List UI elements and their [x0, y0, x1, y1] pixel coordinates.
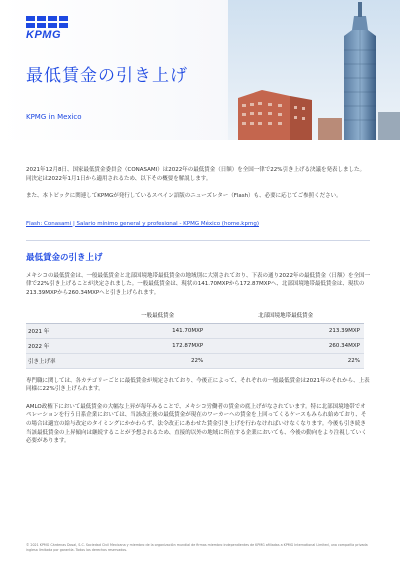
table-row — [26, 353, 364, 368]
section-paragraph-2: 専門職に関しては、各カテゴリーごとに最低賃金が規定されており、今後正によって、それぞれの一般最低賃金は2021年のそれから、上表同様に22%引き上げられます。 — [26, 377, 370, 393]
row-label: 2021 年 — [26, 323, 108, 338]
border-wage-cell: 260.34MXP — [207, 338, 364, 353]
intro-paragraph-2: また、本トピックに関連してKPMGが発行しているスペイン語版のニューズレター（Flash）も、必要に応じてご参照ください。 — [26, 193, 342, 200]
row-label: 2022 年 — [26, 338, 108, 353]
section-paragraph-3: AMLO政権下において最低賃金の大幅な上昇が毎年みることで、メキシコ労働者の賃金の底上げがなされています。特に北部国境地帯でオペレーションを行う日系企業においては、当該改正後の最低賃金が現在のワーカーへの賃金を上回ってくるケースもみられ始めており、その場合は適宜の給与改定のタイミングにかかわらず、法令改正にあわせた賃金引き上げを行わなければいけなくなります。今後も引き続き当該最低賃金の上昇傾向は継続することが予想されるため、直接的以外の地域に所在する企業においても、今後の動向をより注視していく必要があります。 — [26, 403, 367, 445]
intro-paragraph-1: 2021年12月8日、国家最低賃金委員会（CONASAMI）は2022年の最低賃金（日額）を全国一律で22%引き上げる決議を発表しました。同決定は2022年1月1日から適用されるため、以下その概要を解説します。 — [26, 167, 365, 182]
border-wage-cell: 213.39MXP — [207, 323, 364, 338]
table-row — [26, 323, 364, 338]
page-title: 最低賃金の引き上げ — [26, 66, 188, 86]
logo-text: KPMG — [26, 29, 61, 41]
logo-blocks — [26, 16, 70, 28]
general-wage-cell: 172.87MXP — [108, 338, 207, 353]
hero-subtitle: KPMG in Mexico — [26, 113, 82, 121]
table-header-blank — [26, 307, 108, 324]
border-wage-cell: 22% — [207, 353, 364, 368]
table-row — [26, 338, 364, 353]
row-label: 引き上げ率 — [26, 353, 108, 368]
section-paragraph-1: メキシコの最低賃金は、一般最低賃金と北部国境地帯最低賃金の地域別に大別されており、下表の通り2022年の最低賃金（日額）を全国一律で22%引き上げることが決定されました。一般最低賃金は、現状の141.70MXPから172.87MXPへ、北部国境地帯最低賃金は、現状の213.39MXPから260.34MXPへと引き上げられます。 — [26, 272, 370, 296]
flash-newsletter-link[interactable]: Flash: Conasami | Salario mínimo general y profesional - KPMG México (home.kpmg) — [26, 220, 259, 227]
minimum-wage-table — [26, 307, 364, 369]
hero-banner — [0, 0, 400, 140]
table-header-row — [26, 307, 364, 324]
section-title: 最低賃金の引き上げ — [26, 252, 103, 263]
general-wage-cell: 22% — [108, 353, 207, 368]
section-divider — [26, 240, 370, 241]
skyline-image — [228, 0, 400, 140]
general-wage-cell: 141.70MXP — [108, 323, 207, 338]
footer-copyright: © 2021 KPMG Cárdenas Dosal, S.C. Sociedad Civil Mexicana y miembro de la organización mundial de firmas miembro independientes de KPMG afiliadas a KPMG International Limited, una compañía privada inglesa limitada por garantía. Todos los derechos reservados. — [26, 543, 368, 552]
main-content — [26, 166, 370, 455]
table-header-border: 北部国境地帯最低賃金 — [207, 307, 364, 324]
table-header-general: 一般最低賃金 — [108, 307, 207, 324]
kpmg-logo — [26, 16, 70, 42]
